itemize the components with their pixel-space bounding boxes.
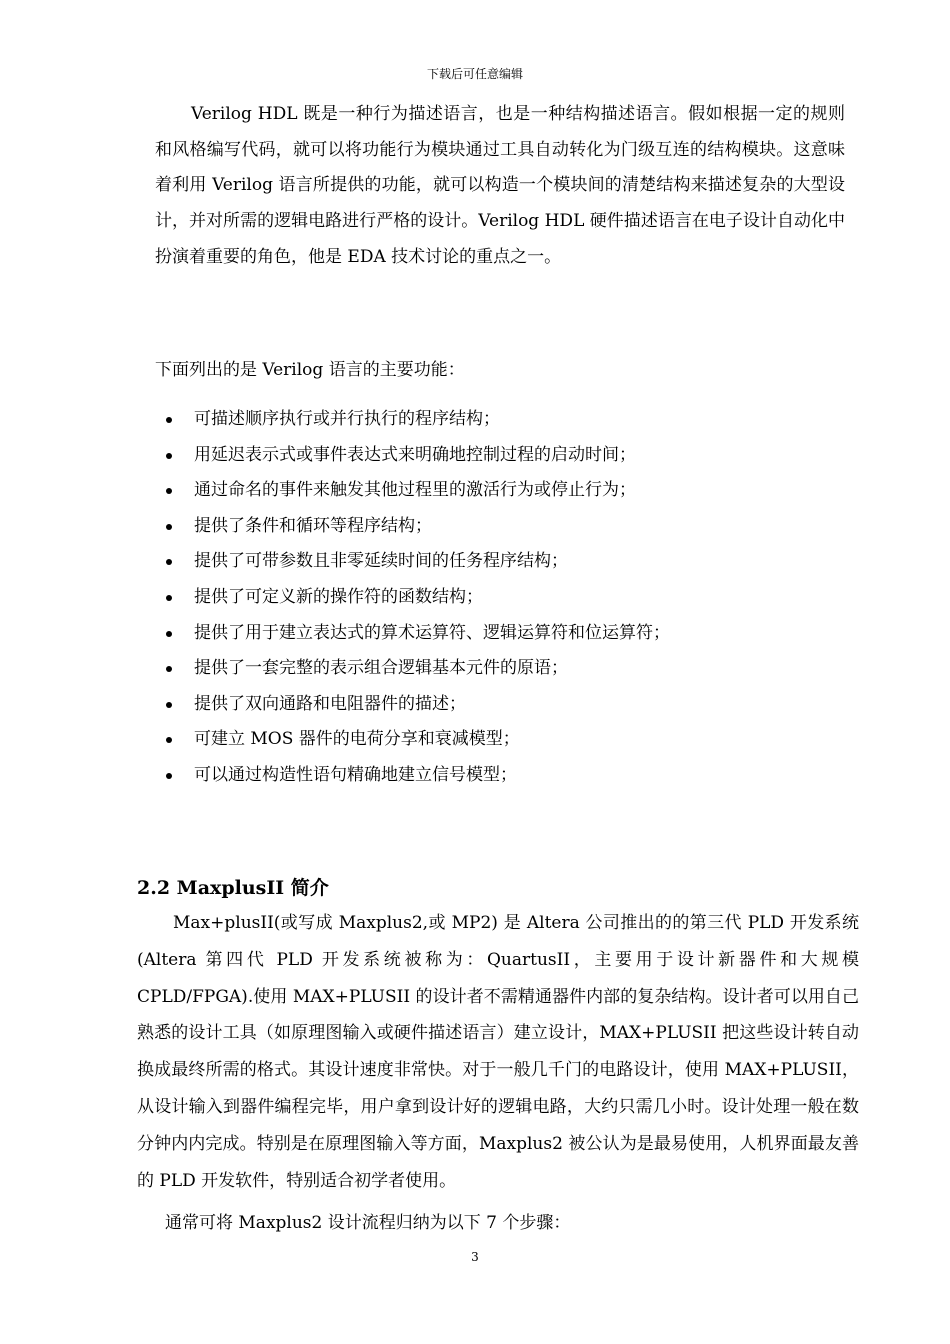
list-item-text: 提供了条件和循环等程序结构； bbox=[194, 515, 432, 536]
list-item bbox=[155, 722, 845, 758]
paragraph-design-flow: 通常可将 Maxplus2 设计流程归纳为以下 7 个步骤： bbox=[165, 1213, 571, 1233]
bullet-icon bbox=[166, 666, 172, 672]
section-heading: 2.2 MaxplusII 简介 bbox=[137, 877, 329, 899]
paragraph-maxplus-intro: Max+plusII(或写成 Maxplus2,或 MP2) 是 Altera 公司推出的的第三代 PLD 开发系统(Altera 第四代 PLD 开发系统被称为：QuartusII，主要用于设计新器件和大规模 CPLD/FPGA).使用 MAX+PLUSII 的设计者不需精通器件内部的复杂结构。设计者可以用自己熟悉的设计工具（如原理图输入或硬件描述语言）建立设计，MAX+PLUSII 把这些设计转自动换成最终所需的格式。其设计速度非常快。对于一般几千门的电路设计，使用 MAX+PLUSII，从设计输入到器件编程完毕，用户拿到设计好的逻辑电路，大约只需几小时。设计处理一般在数分钟内内完成。特别是在原理图输入等方面，Maxplus2 被公认为是最易使用，人机界面最友善的 PLD 开发软件，特别适合初学者使用。 bbox=[137, 913, 859, 1191]
bullet-icon bbox=[166, 631, 172, 637]
bullet-icon bbox=[166, 737, 172, 743]
list-item-text: 提供了双向通路和电阻器件的描述； bbox=[194, 693, 466, 714]
list-item bbox=[155, 509, 845, 545]
list-item-text: 提供了可定义新的操作符的函数结构； bbox=[194, 586, 483, 607]
bullet-icon bbox=[166, 773, 172, 779]
bullet-icon bbox=[166, 559, 172, 565]
bullet-icon bbox=[166, 524, 172, 530]
list-item-text: 可以通过构造性语句精确地建立信号模型； bbox=[194, 764, 517, 785]
page-header: 下载后可任意编辑 bbox=[426, 67, 523, 81]
bullet-icon bbox=[166, 417, 172, 423]
list-item bbox=[155, 616, 845, 652]
bullet-icon bbox=[166, 453, 172, 459]
list-item-text: 用延迟表示式或事件表达式来明确地控制过程的启动时间； bbox=[194, 444, 636, 465]
list-item-text: 提供了用于建立表达式的算术运算符、逻辑运算符和位运算符； bbox=[194, 622, 670, 643]
list-item bbox=[155, 687, 845, 723]
list-item bbox=[155, 473, 845, 509]
bullet-icon bbox=[166, 702, 172, 708]
list-item bbox=[155, 758, 845, 794]
features-intro: 下面列出的是 Verilog 语言的主要功能： bbox=[155, 360, 465, 380]
list-item-text: 可描述顺序执行或并行执行的程序结构； bbox=[194, 409, 500, 429]
list-item-text: 提供了一套完整的表示组合逻辑基本元件的原语； bbox=[194, 658, 568, 679]
paragraph-verilog-intro: Verilog HDL 既是一种行为描述语言，也是一种结构描述语言。假如根据一定的规则和风格编写代码，就可以将功能行为模块通过工具自动转化为门级互连的结构模块。这意味着利用 Verilog 语言所提供的功能，就可以构造一个模块间的清楚结构来描述复杂的大型设计，并对所需的逻辑电路进行严格的设计。Verilog HDL 硬件描述语言在电子设计自动化中扮演着重要的角色，他是 EDA 技术讨论的重点之一。 bbox=[155, 104, 845, 267]
bullet-icon bbox=[166, 595, 172, 601]
features-list bbox=[155, 402, 845, 794]
list-item bbox=[155, 580, 845, 616]
page-number: 3 bbox=[471, 1250, 479, 1264]
list-item bbox=[155, 544, 845, 580]
list-item bbox=[155, 438, 845, 474]
list-item bbox=[155, 651, 845, 687]
list-item-text: 提供了可带参数且非零延续时间的任务程序结构； bbox=[194, 551, 568, 572]
list-item bbox=[155, 402, 845, 438]
bullet-icon bbox=[166, 488, 172, 494]
list-item-text: 可建立 MOS 器件的电荷分享和衰减模型； bbox=[194, 729, 520, 750]
list-item-text: 通过命名的事件来触发其他过程里的激活行为或停止行为； bbox=[194, 480, 636, 501]
